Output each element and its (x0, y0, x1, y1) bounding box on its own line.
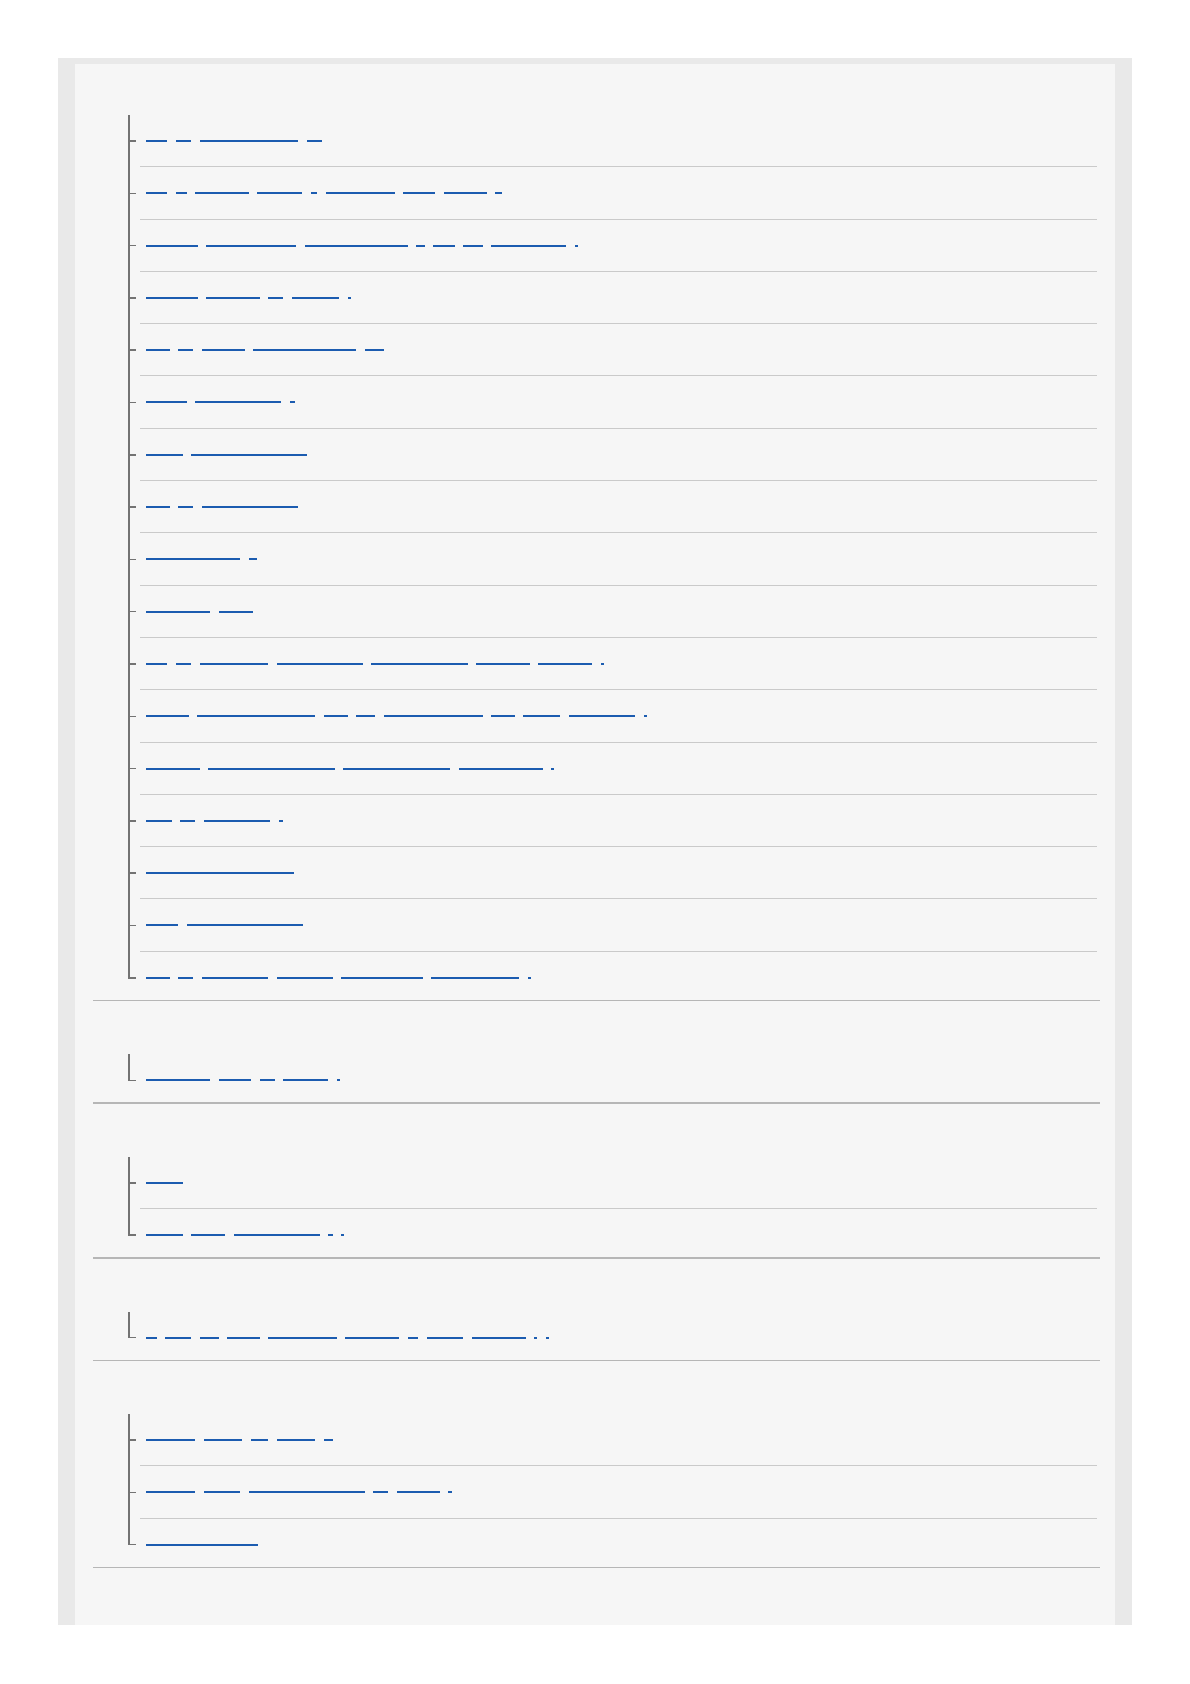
tree-rows (93, 115, 1100, 1000)
link-underline-segment (431, 977, 519, 979)
link-underline-segment (249, 558, 258, 560)
tree-item (93, 1157, 1100, 1209)
link-underline-segment (204, 1439, 243, 1441)
link-underline-segment (343, 768, 450, 770)
tree-item (93, 533, 1100, 585)
link-underline-segment (601, 663, 604, 665)
link-underline-segment (365, 349, 384, 351)
link-underline-segment (523, 715, 560, 717)
link-underline-segment (326, 192, 395, 194)
link-underline-segment (345, 1337, 399, 1339)
item-link[interactable] (146, 1320, 549, 1339)
tree-item (93, 1466, 1100, 1518)
link-underline-segment (341, 977, 423, 979)
tree-branch (128, 193, 136, 195)
link-underline-segment (249, 1491, 365, 1493)
link-underline-segment (200, 1337, 219, 1339)
item-link[interactable] (146, 594, 253, 613)
item-link[interactable] (146, 332, 384, 351)
tree-branch (128, 1439, 136, 1441)
link-underline-segment (219, 611, 253, 613)
page-frame (58, 58, 1132, 1625)
link-underline-segment (195, 192, 249, 194)
link-underline-segment (146, 1337, 157, 1339)
group-separator (93, 1257, 1100, 1259)
link-underline-segment (202, 977, 269, 979)
link-underline-segment (311, 192, 317, 194)
link-underline-segment (200, 663, 269, 665)
link-underline-segment (176, 192, 187, 194)
group-separator (93, 1567, 1100, 1569)
tree-branch (128, 663, 136, 665)
link-underline-segment (341, 1234, 344, 1236)
link-underline-segment (180, 820, 195, 822)
link-underline-segment (146, 663, 167, 665)
item-link[interactable] (146, 123, 322, 142)
tree-branch (128, 1544, 136, 1546)
tree-branch (128, 1080, 136, 1082)
link-underline-segment (208, 768, 335, 770)
tree-item (93, 586, 1100, 638)
group-separator (93, 1102, 1100, 1104)
link-underline-segment (146, 715, 189, 717)
link-underline-segment (204, 820, 271, 822)
link-underline-segment (176, 140, 191, 142)
link-underline-segment (290, 401, 295, 403)
link-underline-segment (206, 297, 260, 299)
link-underline-segment (178, 977, 193, 979)
tree-item (93, 429, 1100, 481)
link-underline-segment (459, 768, 543, 770)
link-underline-segment (268, 1337, 337, 1339)
tree-item (93, 1414, 1100, 1466)
link-underline-segment (187, 924, 303, 926)
item-link[interactable] (146, 698, 647, 717)
link-underline-segment (427, 1337, 464, 1339)
link-underline-segment (472, 1337, 526, 1339)
link-underline-segment (277, 663, 363, 665)
tree-item (93, 115, 1100, 167)
link-underline-segment (279, 820, 283, 822)
item-link[interactable] (146, 437, 307, 456)
link-underline-segment (644, 715, 647, 717)
item-link[interactable] (146, 1474, 452, 1493)
item-link[interactable] (146, 541, 257, 560)
link-underline-segment (146, 1491, 195, 1493)
tree-branch (128, 1492, 136, 1494)
tree-item (93, 481, 1100, 533)
tree-branch (128, 1337, 136, 1339)
link-underline-segment (146, 1234, 183, 1236)
item-link[interactable] (146, 228, 578, 247)
link-underline-segment (146, 297, 198, 299)
link-underline-segment (307, 140, 322, 142)
link-underline-segment (491, 715, 515, 717)
tree-branch (128, 559, 136, 561)
link-underline-segment (176, 663, 191, 665)
link-underline-segment (277, 1439, 316, 1441)
tree-branch (128, 402, 136, 404)
link-underline-segment (234, 1234, 320, 1236)
link-underline-segment (324, 715, 348, 717)
link-underline-segment (202, 349, 245, 351)
link-underline-segment (408, 1337, 419, 1339)
link-underline-segment (146, 872, 294, 874)
link-underline-segment (283, 1079, 328, 1081)
link-underline-segment (251, 1439, 268, 1441)
link-underline-segment (202, 506, 299, 508)
link-underline-segment (324, 1439, 333, 1441)
link-underline-segment (146, 140, 167, 142)
link-underline-segment (292, 297, 339, 299)
tree-item (93, 690, 1100, 742)
item-link[interactable] (146, 646, 604, 665)
link-underline-segment (403, 192, 435, 194)
link-underline-segment (495, 192, 501, 194)
link-underline-segment (146, 558, 240, 560)
item-link[interactable] (146, 489, 298, 508)
link-underline-segment (348, 297, 351, 299)
item-link[interactable] (146, 1217, 344, 1236)
link-underline-segment (305, 245, 408, 247)
tree-branch (128, 1234, 136, 1236)
item-link[interactable] (146, 1165, 183, 1184)
link-underline-segment (206, 245, 296, 247)
link-underline-segment (337, 1079, 340, 1081)
link-underline-segment (146, 1544, 258, 1546)
link-underline-segment (165, 1337, 191, 1339)
link-underline-segment (546, 1337, 549, 1339)
tree-group (93, 1054, 1100, 1104)
tree-branch (128, 349, 136, 351)
tree-rows (93, 1054, 1100, 1102)
link-underline-segment (384, 715, 483, 717)
item-link[interactable] (146, 1527, 258, 1546)
link-underline-segment (534, 1337, 537, 1339)
tree-branch (128, 454, 136, 456)
tree-branch (128, 1182, 136, 1184)
link-underline-segment (569, 715, 636, 717)
tree-item (93, 743, 1100, 795)
link-underline-segment (491, 245, 566, 247)
link-underline-segment (277, 977, 333, 979)
tree-item (93, 1054, 1100, 1102)
link-underline-segment (397, 1491, 440, 1493)
link-underline-segment (146, 611, 210, 613)
tree-item (93, 638, 1100, 690)
link-underline-segment (356, 715, 375, 717)
tree-item (93, 1209, 1100, 1257)
tree-rows (93, 1414, 1100, 1567)
tree-branch (128, 716, 136, 718)
tree-item (93, 167, 1100, 219)
item-link[interactable] (146, 855, 294, 874)
link-underline-segment (260, 1079, 275, 1081)
tree-item (93, 847, 1100, 899)
item-link[interactable] (146, 907, 303, 926)
item-link[interactable] (146, 960, 531, 979)
tree-group (93, 115, 1100, 1001)
item-link[interactable] (146, 280, 351, 299)
tree-rows (93, 1157, 1100, 1257)
tree-item (93, 324, 1100, 376)
tree-item (93, 220, 1100, 272)
tree-branch (128, 140, 136, 142)
link-underline-segment (253, 349, 356, 351)
item-link[interactable] (146, 1062, 340, 1081)
tree-item (93, 899, 1100, 951)
tree-branch (128, 820, 136, 822)
link-underline-segment (191, 454, 307, 456)
link-underline-segment (551, 768, 554, 770)
link-underline-segment (195, 401, 281, 403)
link-underline-segment (476, 663, 530, 665)
tree-item (93, 952, 1100, 1000)
link-underline-segment (433, 245, 454, 247)
group-separator (93, 1000, 1100, 1002)
tree-group (93, 1414, 1100, 1568)
link-underline-segment (146, 454, 183, 456)
tree-branch (128, 872, 136, 874)
link-underline-segment (146, 192, 167, 194)
link-underline-segment (146, 1182, 183, 1184)
link-underline-segment (178, 349, 193, 351)
link-underline-segment (257, 192, 302, 194)
item-link[interactable] (146, 751, 554, 770)
link-underline-segment (268, 297, 283, 299)
tree-branch (128, 611, 136, 613)
link-underline-segment (200, 140, 299, 142)
content-panel (75, 64, 1115, 1625)
item-link[interactable] (146, 175, 502, 194)
tree-branch (128, 977, 136, 979)
item-link[interactable] (146, 1422, 333, 1441)
link-underline-segment (371, 663, 468, 665)
link-underline-segment (538, 663, 592, 665)
link-underline-segment (146, 245, 198, 247)
item-link[interactable] (146, 803, 283, 822)
link-underline-segment (146, 1439, 195, 1441)
link-underline-segment (197, 715, 315, 717)
link-underline-segment (146, 506, 170, 508)
item-link[interactable] (146, 384, 295, 403)
link-underline-segment (448, 1491, 451, 1493)
tree-item (93, 795, 1100, 847)
tree-item (93, 1519, 1100, 1567)
tree-branch (128, 925, 136, 927)
link-underline-segment (463, 245, 482, 247)
tree-item (93, 272, 1100, 324)
tree-branch (128, 506, 136, 508)
link-underline-segment (416, 245, 425, 247)
tree-group (93, 1157, 1100, 1259)
link-underline-segment (575, 245, 578, 247)
link-underline-segment (146, 924, 178, 926)
link-underline-segment (204, 1491, 241, 1493)
link-underline-segment (146, 349, 170, 351)
link-underline-segment (146, 768, 200, 770)
tree-branch (128, 297, 136, 299)
link-underline-segment (328, 1234, 332, 1236)
link-underline-segment (146, 820, 172, 822)
group-separator (93, 1360, 1100, 1362)
link-tree (93, 115, 1100, 1568)
tree-group (93, 1312, 1100, 1362)
link-underline-segment (146, 977, 170, 979)
tree-branch (128, 768, 136, 770)
tree-item (93, 376, 1100, 428)
link-underline-segment (219, 1079, 251, 1081)
link-underline-segment (528, 977, 531, 979)
tree-branch (128, 245, 136, 247)
link-underline-segment (146, 401, 187, 403)
link-underline-segment (191, 1234, 225, 1236)
tree-item (93, 1312, 1100, 1360)
tree-rows (93, 1312, 1100, 1360)
link-underline-segment (444, 192, 487, 194)
link-underline-segment (227, 1337, 259, 1339)
link-underline-segment (178, 506, 193, 508)
link-underline-segment (373, 1491, 388, 1493)
link-underline-segment (146, 1079, 210, 1081)
